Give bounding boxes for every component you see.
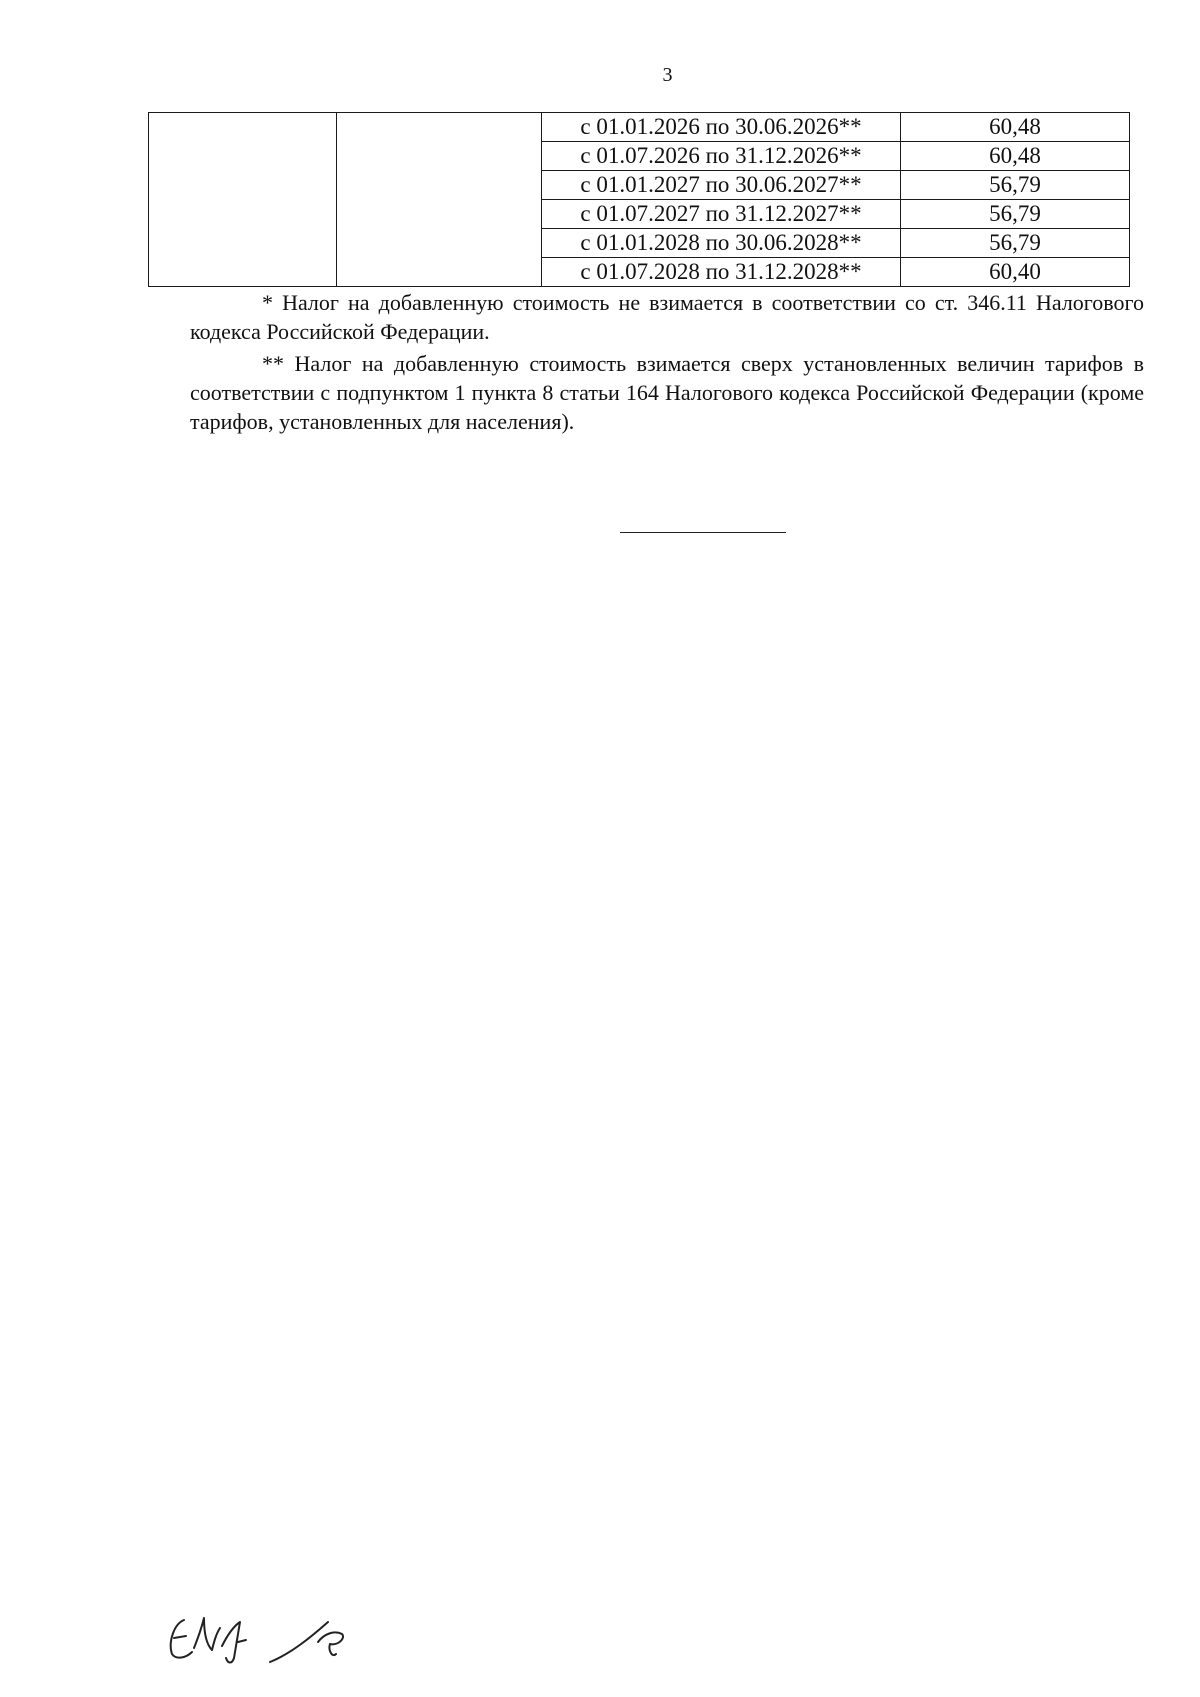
period-cell: с 01.01.2026 по 30.06.2026** [542,113,901,142]
value-cell: 60,48 [901,142,1130,171]
footnotes [190,288,1144,439]
end-divider [620,532,786,533]
footnote-vat-not-charged: * Налог на добавленную стоимость не взимается в соответствии со ст. 346.11 Налогового кодекса Российской Федерации. [190,290,1144,344]
period-cell: с 01.01.2028 по 30.06.2028** [542,229,901,258]
footnote-vat-charged: ** Налог на добавленную стоимость взимается сверх установленных величин тарифов в соответствии с подпунктом 1 пункта 8 статьи 164 Налогового кодекса Российской Федерации (кроме тарифов, установленных для населения). [190,351,1144,434]
value-cell: 56,79 [901,229,1130,258]
value-cell: 60,48 [901,113,1130,142]
value-cell: 56,79 [901,200,1130,229]
value-cell: 56,79 [901,171,1130,200]
period-cell: с 01.07.2026 по 31.12.2026** [542,142,901,171]
handwritten-signature-initials [150,1598,370,1668]
page-number: 3 [662,64,673,86]
period-cell: с 01.01.2027 по 30.06.2027** [542,171,901,200]
empty-cell-col1 [149,113,337,287]
period-cell: с 01.07.2028 по 31.12.2028** [542,258,901,287]
period-cell: с 01.07.2027 по 31.12.2027** [542,200,901,229]
table-row [149,113,1130,142]
value-cell: 60,40 [901,258,1130,287]
tariff-table [148,112,1130,287]
empty-cell-col2 [337,113,542,287]
